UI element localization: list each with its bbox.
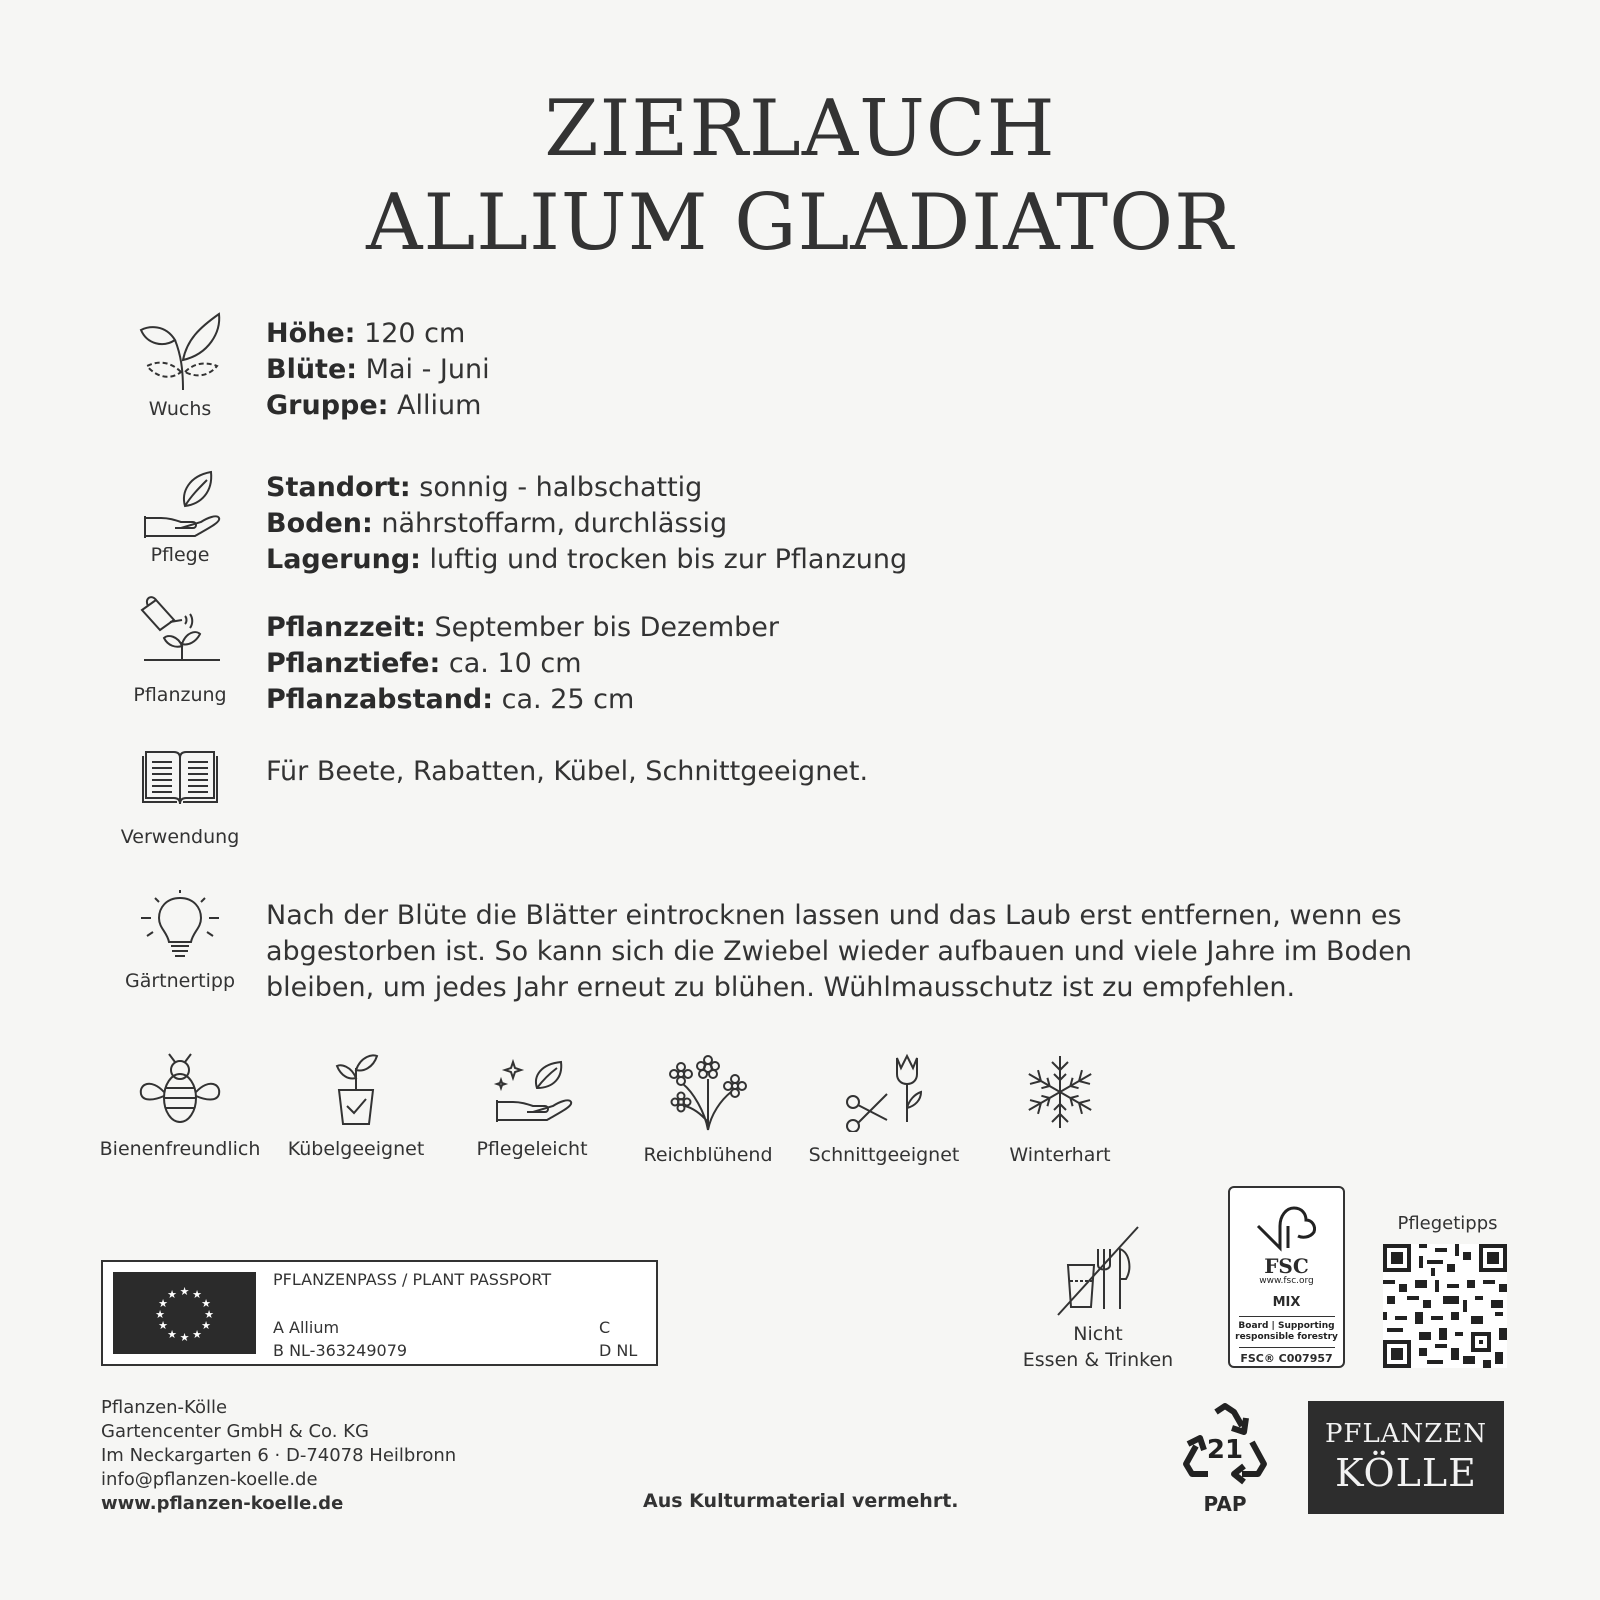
svg-text:★: ★ bbox=[192, 1328, 202, 1341]
feature-label: Winterhart bbox=[1009, 1144, 1111, 1166]
svg-text:★: ★ bbox=[192, 1288, 202, 1301]
section-line: Pflanzzeit: September bis Dezember bbox=[266, 612, 779, 643]
recycling-code bbox=[1180, 1402, 1270, 1516]
section-label: Verwendung bbox=[120, 826, 240, 848]
section-text: Für Beete, Rabatten, Kübel, Schnittgeeignet. bbox=[266, 756, 869, 787]
no-eat-drink-notice bbox=[1018, 1225, 1178, 1373]
feature-winterhart bbox=[975, 1052, 1145, 1166]
svg-text:★: ★ bbox=[204, 1308, 214, 1321]
address-website[interactable]: www.pflanzen-koelle.de bbox=[101, 1493, 344, 1514]
recycle-code-label: PAP bbox=[1203, 1492, 1247, 1516]
fsc-desc-1: Board | Supporting bbox=[1238, 1321, 1335, 1331]
passport-field-b: B NL-363249079 bbox=[273, 1341, 408, 1360]
feature-label: Pflegeleicht bbox=[476, 1138, 588, 1160]
section-line: Gruppe: Allium bbox=[266, 390, 482, 421]
hand-sparkle-leaf-icon bbox=[487, 1052, 577, 1126]
address-line-2: Gartencenter GmbH & Co. KG bbox=[101, 1421, 369, 1442]
lightbulb-icon bbox=[135, 890, 225, 958]
fsc-desc-2: responsible forestry bbox=[1235, 1332, 1338, 1342]
fsc-url: www.fsc.org bbox=[1259, 1276, 1314, 1286]
book-icon bbox=[140, 748, 220, 808]
section-line: Boden: nährstoffarm, durchlässig bbox=[266, 508, 728, 539]
address-line-1: Pflanzen-Kölle bbox=[101, 1397, 228, 1418]
section-label: Gärtnertipp bbox=[124, 970, 236, 992]
passport-field-a: A Allium bbox=[273, 1318, 340, 1337]
section-line: Höhe: 120 cm bbox=[266, 318, 466, 349]
feature-reichbluehend bbox=[623, 1052, 793, 1166]
section-line: Pflanzabstand: ca. 25 cm bbox=[266, 684, 635, 715]
passport-field-c: C bbox=[599, 1318, 611, 1337]
svg-text:★: ★ bbox=[155, 1308, 165, 1321]
recycle-icon bbox=[1180, 1402, 1270, 1488]
passport-field-d: D NL bbox=[599, 1341, 638, 1360]
svg-text:★: ★ bbox=[158, 1319, 168, 1332]
feature-label: Schnittgeeignet bbox=[808, 1144, 960, 1166]
feature-kuebelgeeignet bbox=[271, 1052, 441, 1160]
plant-passport bbox=[101, 1260, 658, 1366]
section-label: Wuchs bbox=[148, 398, 212, 420]
scissors-tulip-icon bbox=[839, 1052, 929, 1132]
watering-can-icon bbox=[130, 596, 230, 680]
no-eat-drink-icon bbox=[1048, 1225, 1148, 1317]
qr-code[interactable] bbox=[1383, 1244, 1507, 1368]
section-label: Pflanzung bbox=[133, 684, 227, 706]
logo-line-2: KÖLLE bbox=[1335, 1451, 1477, 1495]
logo-line-1: PFLANZEN bbox=[1324, 1419, 1488, 1449]
section-label: Pflege bbox=[150, 544, 210, 566]
section-line: Pflanztiefe: ca. 10 cm bbox=[266, 648, 582, 679]
brand-logo bbox=[1308, 1401, 1504, 1514]
culture-note: Aus Kulturmaterial vermehrt. bbox=[643, 1490, 959, 1512]
qr-title: Pflegetipps bbox=[1397, 1213, 1498, 1234]
flowers-icon bbox=[663, 1052, 753, 1132]
page-title bbox=[0, 82, 1600, 270]
svg-text:★: ★ bbox=[201, 1297, 211, 1310]
feature-label: Kübelgeeignet bbox=[287, 1138, 425, 1160]
svg-text:★: ★ bbox=[179, 1285, 190, 1298]
fsc-code: FSC® C007957 bbox=[1240, 1352, 1333, 1365]
no-eat-line-2: Essen & Trinken bbox=[1022, 1349, 1174, 1371]
recycle-number: 21 bbox=[1206, 1435, 1244, 1465]
svg-text:★: ★ bbox=[201, 1319, 211, 1332]
section-line: Blüte: Mai - Juni bbox=[266, 354, 490, 385]
svg-text:★: ★ bbox=[167, 1328, 177, 1341]
fsc-tree-icon bbox=[1252, 1196, 1322, 1256]
svg-text:★: ★ bbox=[179, 1331, 190, 1344]
sprout-icon bbox=[135, 310, 225, 394]
passport-heading: PFLANZENPASS / PLANT PASSPORT bbox=[273, 1270, 552, 1289]
address-line-3: Im Neckargarten 6 · D-74078 Heilbronn bbox=[101, 1445, 457, 1466]
no-eat-line-1: Nicht bbox=[1073, 1323, 1123, 1345]
hand-leaf-icon bbox=[135, 470, 225, 540]
feature-label: Reichblühend bbox=[643, 1144, 773, 1166]
fsc-mix: MIX bbox=[1272, 1295, 1301, 1310]
section-line: Standort: sonnig - halbschattig bbox=[266, 472, 703, 503]
fsc-name: FSC bbox=[1264, 1254, 1309, 1278]
svg-text:★: ★ bbox=[167, 1288, 177, 1301]
feature-label: Bienenfreundlich bbox=[99, 1138, 261, 1160]
feature-schnittgeeignet bbox=[799, 1052, 969, 1166]
pot-plant-icon bbox=[311, 1052, 401, 1126]
feature-bienenfreundlich bbox=[95, 1052, 265, 1160]
svg-text:★: ★ bbox=[158, 1297, 168, 1310]
feature-pflegeleicht bbox=[447, 1052, 617, 1160]
company-address bbox=[101, 1396, 456, 1516]
bee-icon bbox=[135, 1052, 225, 1126]
title-line-1: ZIERLAUCH bbox=[544, 84, 1056, 174]
section-text: Nach der Blüte die Blätter eintrocknen lassen und das Laub erst entfernen, wenn es abgestorben ist. So kann sich die Zwiebel wieder aufbauen und viele Jahre im Boden bleiben, um jedes Jahr erneut zu blühen. Wühlmausschutz ist zu empfehlen. bbox=[266, 900, 1412, 1003]
snowflake-icon bbox=[1015, 1052, 1105, 1132]
address-email[interactable]: info@pflanzen-koelle.de bbox=[101, 1469, 318, 1490]
fsc-label bbox=[1228, 1186, 1345, 1368]
section-line: Lagerung: luftig und trocken bis zur Pflanzung bbox=[266, 544, 908, 575]
title-line-2: ALLIUM GLADIATOR bbox=[366, 178, 1234, 268]
eu-flag-icon bbox=[113, 1272, 256, 1354]
